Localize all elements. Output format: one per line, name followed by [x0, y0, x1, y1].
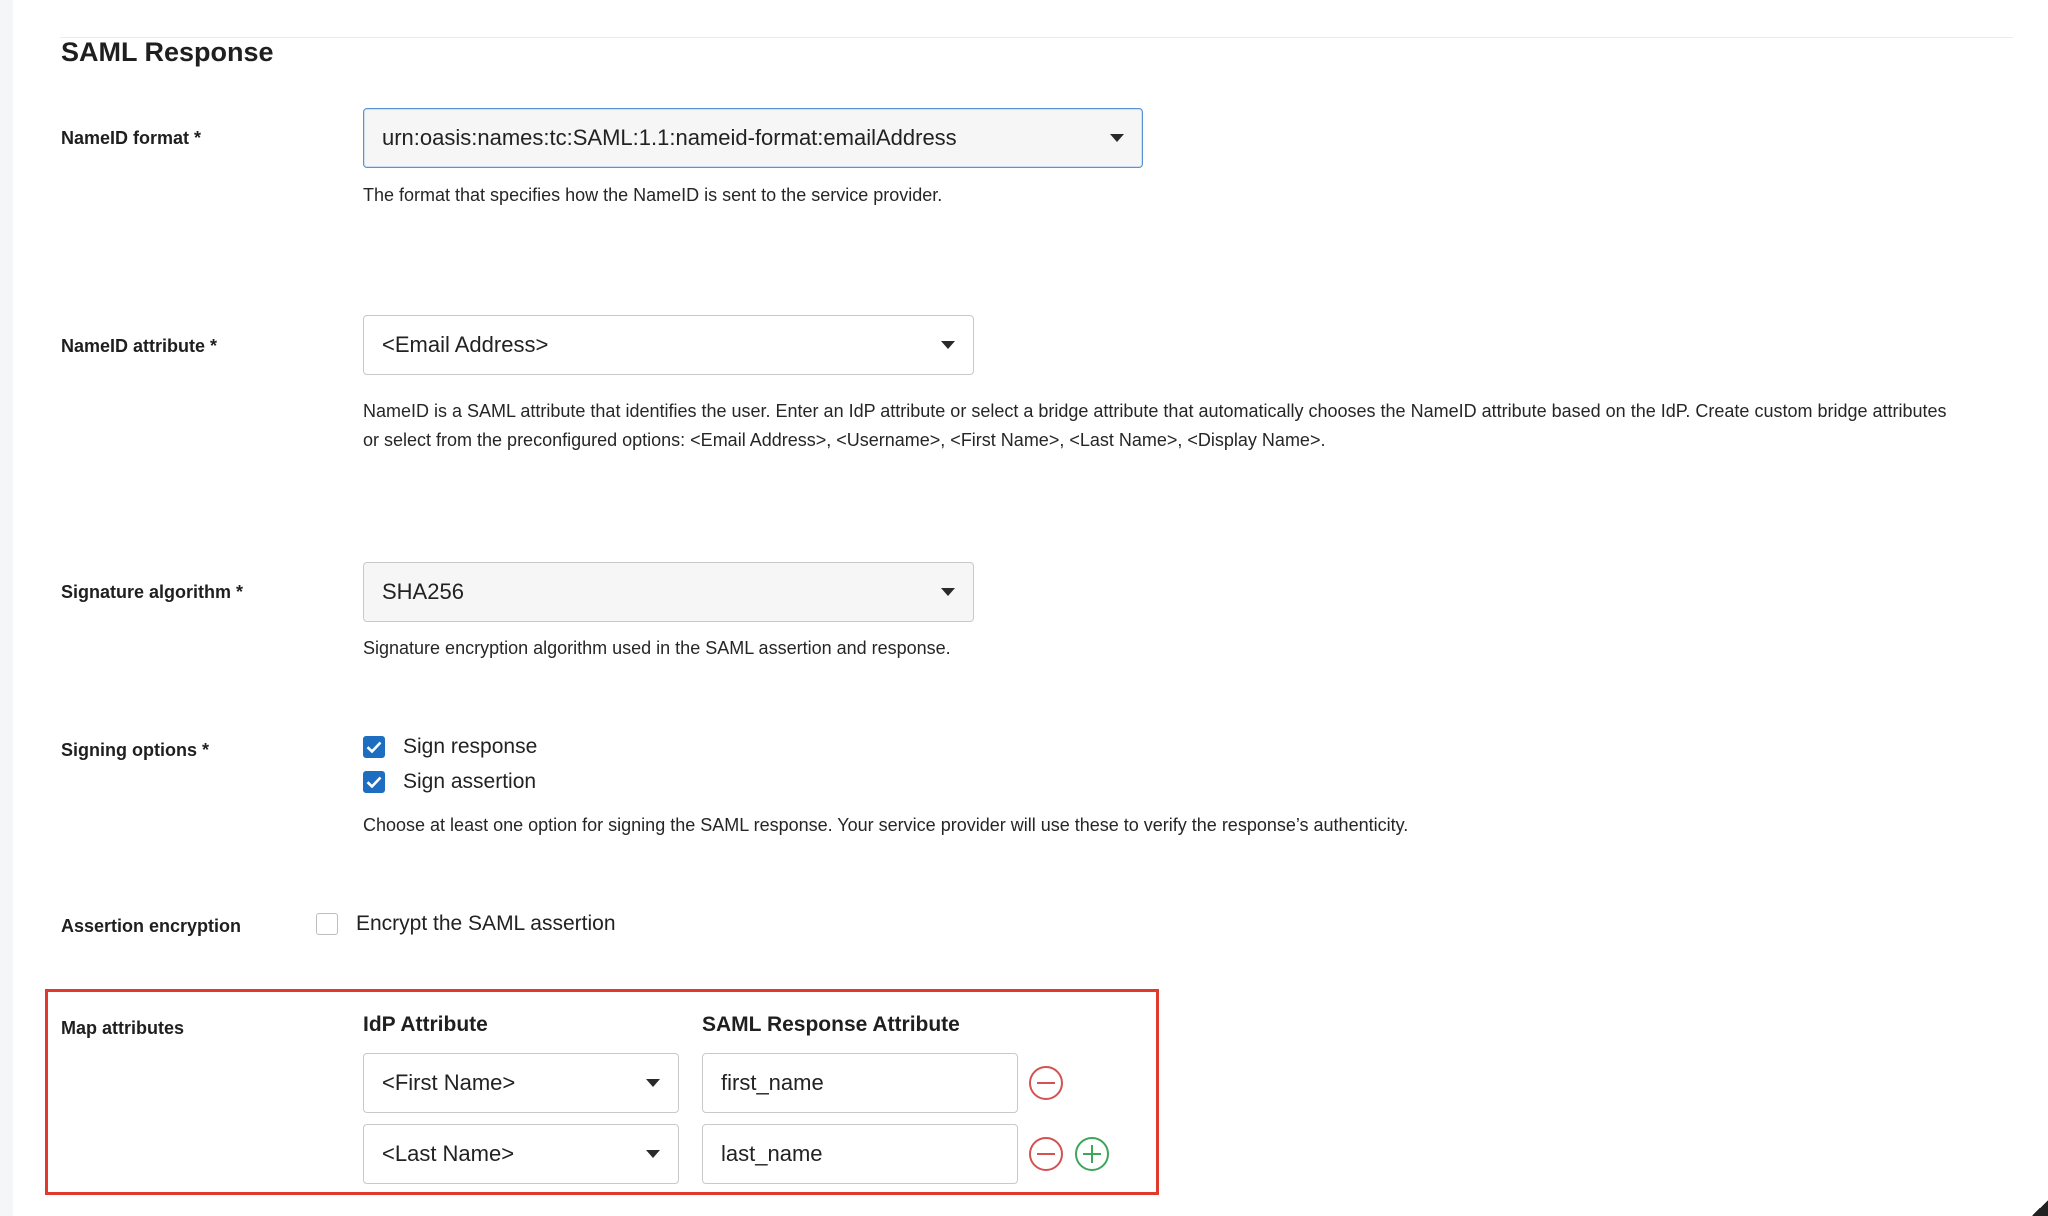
left-gutter: [0, 0, 13, 1216]
saml-response-attribute-header: SAML Response Attribute: [702, 1013, 960, 1036]
sign-response-option[interactable]: [363, 735, 537, 759]
map-attributes-label: Map attributes: [61, 1018, 185, 1038]
nameid-attribute-help-line1: NameID is a SAML attribute that identifies the user. Enter an IdP attribute or select a bridge attribute that automatically chooses the NameID attribute based on the IdP. Create custom bridge attributes: [363, 401, 1947, 421]
idp-attribute-select[interactable]: [363, 1053, 679, 1113]
section-divider: [60, 37, 2013, 38]
idp-attribute-value: <Last Name>: [382, 1141, 515, 1166]
minus-icon: [1037, 1153, 1055, 1155]
signing-options-help: Choose at least one option for signing the SAML response. Your service provider will use these to verify the response’s authenticity.: [363, 815, 1409, 835]
nameid-format-help: The format that specifies how the NameID is sent to the service provider.: [363, 185, 943, 205]
sign-assertion-checkbox[interactable]: [363, 771, 385, 793]
remove-row-button[interactable]: [1029, 1066, 1063, 1100]
signing-options-label: Signing options *: [61, 740, 209, 760]
encrypt-assertion-option[interactable]: [316, 912, 616, 936]
saml-attribute-input[interactable]: last_name: [702, 1124, 1018, 1184]
nameid-attribute-help: [363, 397, 2013, 455]
chevron-down-icon: [646, 1150, 660, 1158]
nameid-format-label: NameID format *: [61, 128, 202, 148]
checkmark-icon: [366, 741, 382, 753]
remove-row-button[interactable]: [1029, 1137, 1063, 1171]
encrypt-assertion-label: Encrypt the SAML assertion: [356, 912, 616, 935]
signature-algorithm-help: Signature encryption algorithm used in the SAML assertion and response.: [363, 638, 951, 658]
sign-assertion-label: Sign assertion: [403, 770, 537, 793]
sign-response-label: Sign response: [403, 735, 538, 758]
nameid-attribute-select[interactable]: [363, 315, 974, 375]
idp-attribute-header: IdP Attribute: [363, 1013, 488, 1036]
signature-algorithm-label: Signature algorithm *: [61, 582, 244, 602]
signature-algorithm-value: SHA256: [382, 579, 464, 604]
nameid-attribute-value: <Email Address>: [382, 332, 549, 357]
chevron-down-icon: [941, 341, 955, 349]
encrypt-assertion-checkbox[interactable]: [316, 913, 338, 935]
chevron-down-icon: [1110, 134, 1124, 142]
idp-attribute-select[interactable]: [363, 1124, 679, 1184]
saml-attribute-input[interactable]: first_name: [702, 1053, 1018, 1113]
add-row-button[interactable]: [1075, 1137, 1109, 1171]
signature-algorithm-select[interactable]: [363, 562, 974, 622]
nameid-attribute-help-line2: or select from the preconfigured options: <Email Address>, <Username>, <First Name>, <Last Name>, <Display Name>.: [363, 430, 1326, 450]
nameid-format-select[interactable]: [363, 108, 1143, 168]
sign-response-checkbox[interactable]: [363, 736, 385, 758]
chevron-down-icon: [941, 588, 955, 596]
assertion-encryption-label: Assertion encryption: [61, 916, 242, 936]
minus-icon: [1037, 1082, 1055, 1084]
idp-attribute-value: <First Name>: [382, 1070, 516, 1095]
section-title: SAML Response: [61, 37, 274, 67]
sign-assertion-option[interactable]: [363, 770, 536, 794]
checkmark-icon: [366, 776, 382, 788]
nameid-attribute-label: NameID attribute *: [61, 336, 218, 356]
chevron-down-icon: [646, 1079, 660, 1087]
resize-corner: [2032, 1200, 2048, 1216]
nameid-format-value: urn:oasis:names:tc:SAML:1.1:nameid-format:emailAddress: [382, 125, 957, 150]
